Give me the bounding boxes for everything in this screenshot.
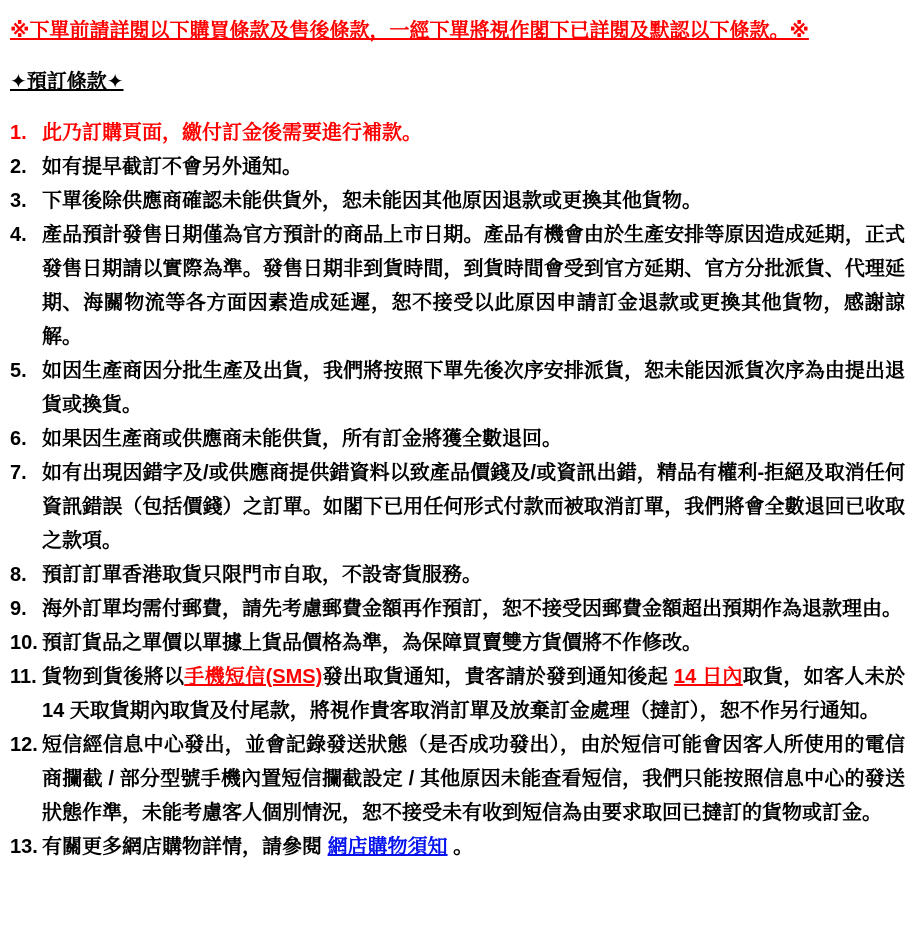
term-number: 2.: [10, 156, 27, 178]
term-body: [42, 150, 905, 184]
pickup-deadline-highlight: 14 日內: [673, 666, 743, 688]
term-item: [8, 116, 905, 150]
term-text: 短信經信息中心發出，並會記錄發送狀態（是否成功發出），由於短信可能會因客人所使用的電信商攔截 / 部分型號手機內置短信攔截設定 / 其他原因未能查看短信，我們只能按照信息中心的發送狀態作準，未能考慮客人個別情況，恕不接受未有收到短信為由要求取回已撻訂的貨物或訂金。: [42, 734, 905, 824]
term-text: 海外訂單均需付郵費，請先考慮郵費金額再作預訂，恕不接受因郵費金額超出預期作為退款理由。: [42, 598, 902, 620]
term-number: 9.: [10, 598, 27, 620]
term-body: [42, 354, 905, 422]
purchase-notice: ※下單前請詳閱以下購買條款及售後條款，一經下單將視作閣下已詳閱及默認以下條款。※: [10, 20, 809, 42]
term-number: 7.: [10, 462, 27, 484]
term-body: [42, 116, 905, 150]
term-number: 11.: [10, 666, 37, 688]
term-number: 1.: [10, 122, 27, 144]
term-text: 有關更多網店購物詳情，請參閱: [42, 836, 328, 858]
term-item: [8, 184, 905, 218]
term-body: [42, 184, 905, 218]
term-item: [8, 150, 905, 184]
term-body: [42, 660, 905, 728]
term-text: 如果因生產商或供應商未能供貨，所有訂金將獲全數退回。: [42, 428, 562, 450]
term-body: [42, 558, 905, 592]
term-item: [8, 728, 905, 830]
term-body: [42, 728, 905, 830]
term-text: 預訂訂單香港取貨只限門市自取，不設寄貨服務。: [42, 564, 482, 586]
term-text: 預訂貨品之單價以單據上貨品價格為準，為保障買賣雙方貨價將不作修改。: [42, 632, 702, 654]
term-text: 如有提早截訂不會另外通知。: [42, 156, 302, 178]
term-item: [8, 456, 905, 558]
term-body: [42, 218, 905, 354]
term-number: 8.: [10, 564, 27, 586]
term-item: [8, 422, 905, 456]
term-item: [8, 558, 905, 592]
section-title: ✦預訂條款✦: [10, 71, 124, 93]
term-text: 產品預計發售日期僅為官方預計的商品上市日期。產品有機會由於生產安排等原因造成延期，正式發售日期請以實際為準。發售日期非到貨時間，到貨時間會受到官方延期、官方分批派貨、代理延期、海關物流等各方面因素造成延遲，恕不接受以此原因申請訂金退款或更換其他貨物，感謝諒解。: [42, 224, 905, 348]
shop-guide-link[interactable]: 網店購物須知: [327, 836, 448, 858]
term-body: [42, 456, 905, 558]
term-number: 10.: [10, 632, 38, 654]
term-number: 4.: [10, 224, 27, 246]
term-text: 。: [447, 836, 474, 858]
term-item: [8, 592, 905, 626]
term-number: 3.: [10, 190, 27, 212]
term-body: [42, 830, 905, 864]
term-item: [8, 218, 905, 354]
term-item: [8, 660, 905, 728]
term-text: 取貨，如客人未於 14 天取貨期內取貨及付尾款，將視作貴客取消訂單及放棄訂金處理（撻訂），恕不作另行通知。: [42, 666, 906, 722]
term-body: [42, 592, 905, 626]
term-body: [42, 422, 905, 456]
term-body: [42, 626, 905, 660]
term-number: 13.: [10, 836, 38, 858]
term-item: [8, 626, 905, 660]
term-item: [8, 354, 905, 422]
term-number: 12.: [10, 734, 38, 756]
term-text: 發出取貨通知，貴客請於發到通知後起: [322, 666, 674, 688]
term-text: 貨物到貨後將以: [42, 666, 185, 688]
term-number: 5.: [10, 360, 27, 382]
term-text: 如有出現因錯字及/或供應商提供錯資料以致產品價錢及/或資訊出錯，精品有權利-拒絕及取消任何資訊錯誤（包括價錢）之訂單。如閣下已用任何形式付款而被取消訂單，我們將會全數退回已收取之款項。: [42, 462, 905, 552]
terms-list: [8, 116, 905, 864]
term-text: 下單後除供應商確認未能供貨外，恕未能因其他原因退款或更換其他貨物。: [42, 190, 702, 212]
term-number: 6.: [10, 428, 27, 450]
term-text: 此乃訂購頁面，繳付訂金後需要進行補款。: [42, 122, 422, 144]
term-text: 如因生產商因分批生產及出貨，我們將按照下單先後次序安排派貨，恕未能因派貨次序為由提出退貨或換貨。: [42, 360, 905, 416]
sms-highlight: 手機短信(SMS): [184, 666, 323, 688]
term-item: [8, 830, 905, 864]
